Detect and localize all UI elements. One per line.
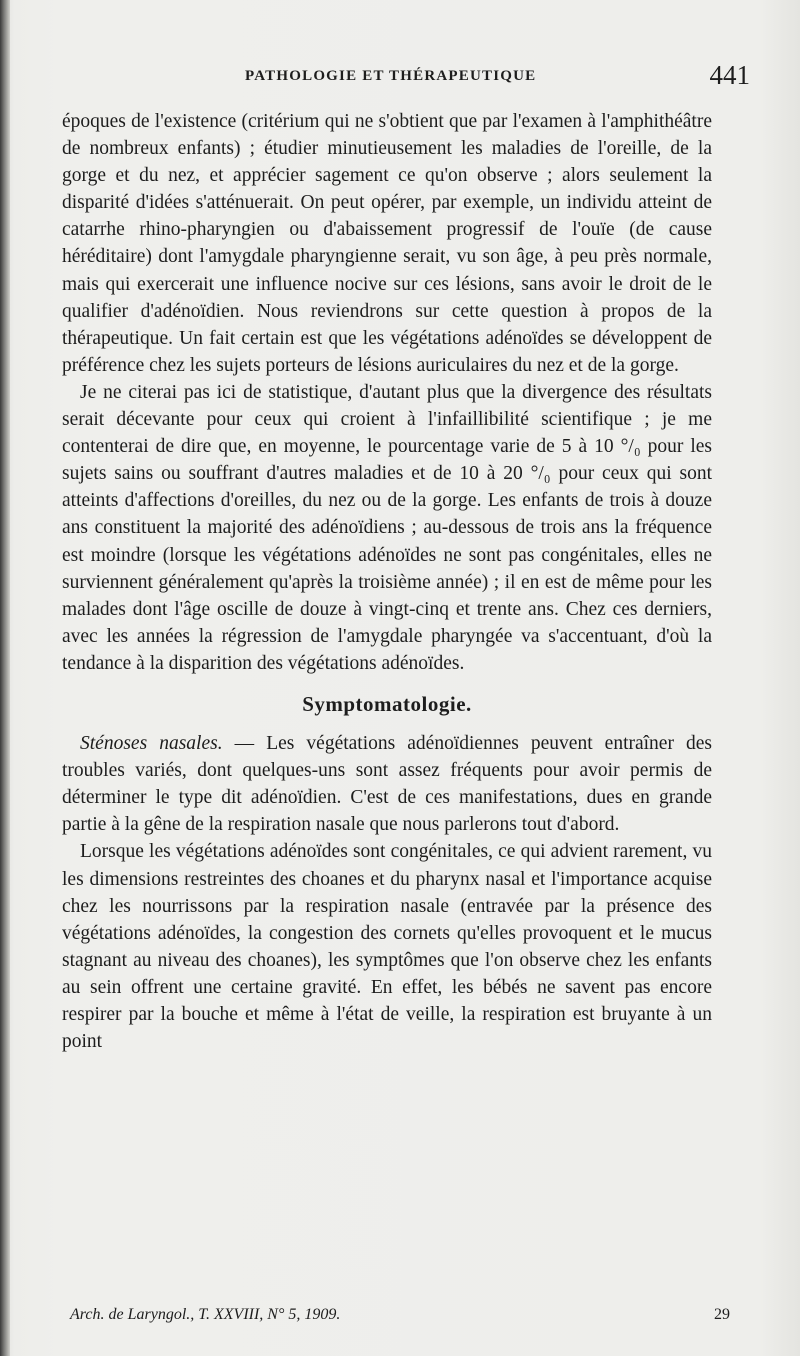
running-head: PATHOLOGIE ET THÉRAPEUTIQUE	[245, 68, 537, 84]
page-footer	[70, 1306, 730, 1332]
paragraph-1: époques de l'existence (critérium qui ne s'obtient que par l'examen à l'amphithéâtre de nombreux enfants) ; étudier minutieusement les maladies de l'oreille, de la gorge et du nez, et apprécier sagement ce qu'on observe ; alors seulement la disparité d'idées s'atténuerait. On peut opérer, par exemple, un individu atteint de catarrhe rhino-pharyngien ou d'abaissement progressif de l'ouïe (de cause héréditaire) dont l'amygdale pharyngienne serait, vu son âge, à peu près normale, mais qui exercerait une influence nocive sur ces lésions, sans avoir le droit de le qualifier d'adénoïdien. Nous reviendrons sur cette question à propos de la thérapeutique. Un fait certain est que les végétations adénoïdes se développent de préférence chez les sujets porteurs de lésions auriculaires du nez et de la gorge.	[62, 111, 712, 376]
page-header	[60, 60, 750, 94]
body-text	[62, 108, 712, 1055]
signature-mark: 29	[714, 1306, 730, 1323]
paragraph-3-lead: Sténoses nasales.	[80, 733, 223, 755]
paragraph-3	[62, 730, 712, 838]
page-number: 441	[709, 60, 750, 90]
paragraph-3-text: — Les végétations adénoïdiennes peuvent entraîner des troubles variés, dont quelques-uns sont assez fréquents pour avoir permis de déterminer le type dit adénoïdien. C'est de ces manifestations, dues en grande partie à la gêne de la respiration nasale que nous parlerons tout d'abord.	[62, 733, 713, 836]
journal-citation: Arch. de Laryngol., T. XXVIII, N° 5, 1909.	[70, 1306, 341, 1323]
binding-edge	[0, 0, 10, 1356]
section-title: Symptomatologie.	[302, 691, 472, 716]
paragraph-4: Lorsque les végétations adénoïdes sont congénitales, ce qui advient rarement, vu les dimensions restreintes des choanes et du pharynx nasal et l'importance acquise chez les nourrissons par la respiration nasale (entravée par la présence des végétations adénoïdes, la congestion des cornets qu'elles provoquent et le mucus stagnant au niveau des choanes), les symptômes que l'on observe chez les enfants au sein offrent une certaine gravité. En effet, les bébés ne savent pas encore respirer par la bouche et même à l'état de veille, la respiration est bruyante à un point	[62, 841, 712, 1053]
paragraph-2: Je ne citerai pas ici de statistique, d'autant plus que la divergence des résultats serait décevante pour ceux qui croient à l'infaillibilité scientifique ; je me contenterai de dire que, en moyenne, le pourcentage varie de 5 à 10 °/₀ pour les sujets sains ou souffrant d'autres maladies et de 10 à 20 °/₀ pour ceux qui sont atteints d'affections d'oreilles, du nez ou de la gorge. Les enfants de trois à douze ans constituent la majorité des adénoïdiens ; au-dessous de trois ans la fréquence est moindre (lorsque les végétations adénoïdes ne sont pas congénitales, elles ne surviennent généralement qu'après la troisième année) ; il en est de même pour les malades dont l'âge oscille de douze à vingt-cinq et trente ans. Chez ces derniers, avec les années la régression de l'amygdale pharyngée va s'accentuant, d'où la tendance à la disparition des végétations adénoïdes.	[62, 381, 712, 674]
